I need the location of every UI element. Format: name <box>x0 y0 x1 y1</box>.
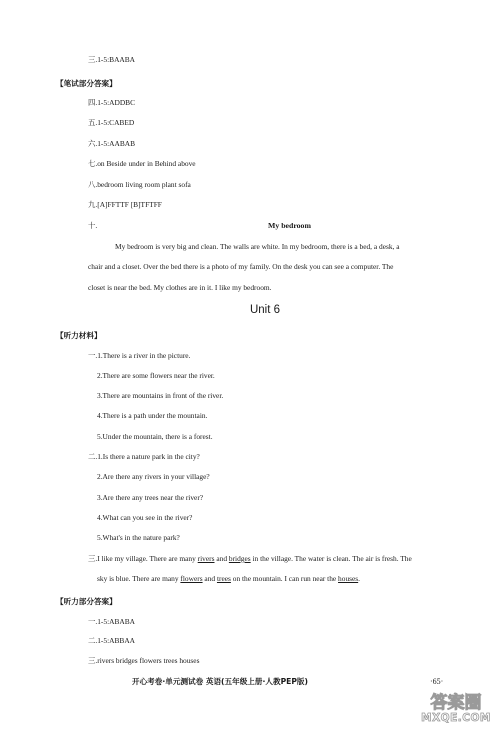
essay-line-2: chair and a closet. Over the bed there is a photo of my family. On the desk you can see a computer. The <box>88 262 394 271</box>
answer-line-ten-label: 十. <box>88 221 98 230</box>
listening-one-item-5: 5.Under the mountain, there is a forest. <box>97 432 213 441</box>
listening-answer-two: 二.1-5:ABBAA <box>88 636 136 645</box>
watermark-site-text: MXQE.COM <box>421 712 491 724</box>
answer-line-seven: 七.on Beside under in Behind above <box>88 159 196 168</box>
listening-one-item-3: 3.There are mountains in front of the river. <box>97 391 224 400</box>
listening-one-item-2: 2.There are some flowers near the river. <box>97 371 215 380</box>
answer-line-five: 五.1-5:CABED <box>88 118 135 127</box>
listening-two-item-3: 3.Are there any trees near the river? <box>97 493 204 502</box>
underlined-word: rivers <box>197 554 215 563</box>
listening-answers-header: 【听力部分答案】 <box>56 597 117 606</box>
listening-three-line-2: sky is blue. There are many flowers and trees on the mountain. I can run near the houses. <box>97 574 361 583</box>
essay-line-1: My bedroom is very big and clean. The walls are white. In my bedroom, there is a bed, a desk, a <box>115 242 400 251</box>
listening-answer-one: 一.1-5:ABABA <box>88 617 136 626</box>
page-number: ·65· <box>430 677 444 686</box>
footer-title: 开心考卷·单元测试卷 英语(五年级上册·人教PEP版) <box>132 677 308 686</box>
written-answers-header: 【笔试部分答案】 <box>56 79 117 88</box>
listening-two-item-4: 4.What can you see in the river? <box>97 513 193 522</box>
answer-line-four: 四.1-5:ADDBC <box>88 98 136 107</box>
underlined-word: bridges <box>228 554 251 563</box>
listening-two-item-1: 二.1.Is there a nature park in the city? <box>88 452 200 461</box>
unit-title: Unit 6 <box>249 304 281 316</box>
underlined-word: trees <box>216 574 231 583</box>
listening-two-item-2: 2.Are there any rivers in your village? <box>97 472 210 481</box>
listening-three-line-1: 三.I like my village. There are many rivers and bridges in the village. The water is clean. The air is fresh. The <box>88 554 412 563</box>
answer-line-eight: 八.bedroom living room plant sofa <box>88 180 191 189</box>
underlined-word: houses <box>338 574 359 583</box>
listening-one-item-1: 一.1.There is a river in the picture. <box>88 351 191 360</box>
essay-line-3: closet is near the bed. My clothes are in it. I like my bedroom. <box>88 283 272 292</box>
listening-answer-three: 三.rivers bridges flowers trees houses <box>88 656 200 665</box>
answer-line-three: 三.1-5:BAABA <box>88 55 136 64</box>
listening-two-item-5: 5.What's in the nature park? <box>97 533 180 542</box>
answer-line-nine: 九.[A]FFTTF [B]TFTFF <box>88 200 162 209</box>
watermark-logo-text: 答案圈 <box>430 693 482 713</box>
listening-one-item-4: 4.There is a path under the mountain. <box>97 411 208 420</box>
underlined-word: flowers <box>180 574 203 583</box>
listening-material-header: 【听力材料】 <box>56 331 102 340</box>
essay-title: My bedroom <box>268 221 311 230</box>
answer-line-six: 六.1-5:AABAB <box>88 139 136 148</box>
watermark-logo <box>418 688 494 726</box>
